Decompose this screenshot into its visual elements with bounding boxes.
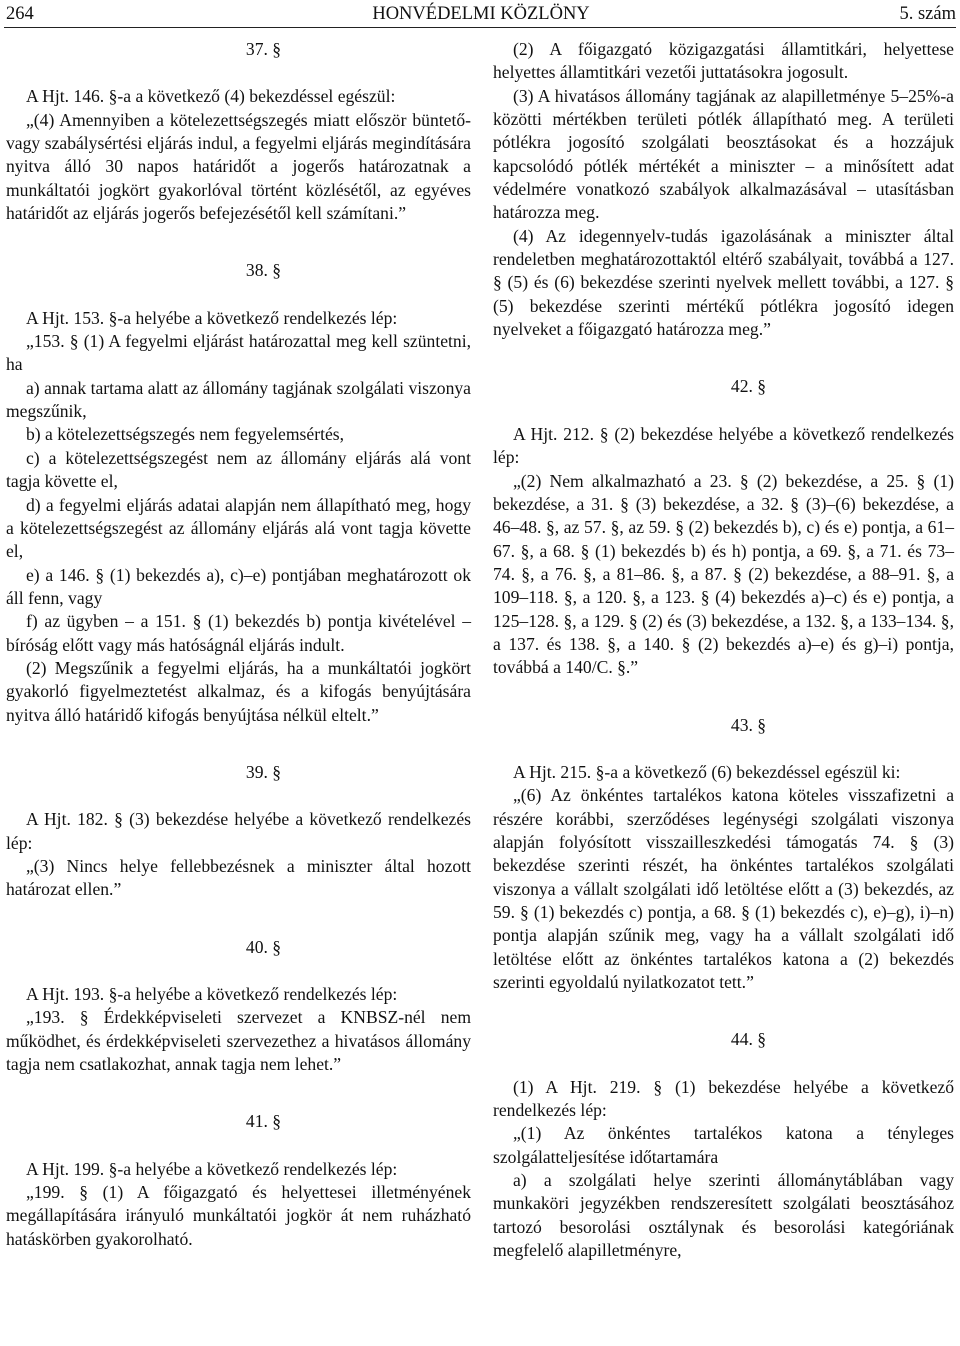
- paragraph: „153. § (1) A fegyelmi eljárást határozattal meg kell szüntetni, ha: [6, 331, 471, 375]
- paragraph: „(4) Amennyiben a kötelezettségszegés miatt először büntető- vagy szabálysértési eljárás indul, a fegyelmi eljárás megindítására nyitva álló 30 napos határidőt a jogerős határozatnak a munkáltatói jogkört gyakorlóval történt közlésétől, az egyéves határidőt az eljárás jogerős befejezésétől kell számítani.”: [6, 109, 471, 224]
- list-item: f) az ügyben – a 151. § (1) bekezdés b) pontja kivételével – bíróság előtt vagy más hatóságnál eljárás indult.: [6, 611, 471, 655]
- issue-number: 5. szám: [899, 4, 956, 24]
- paragraph: A Hjt. 199. §-a helyébe a következő rendelkezés lép:: [26, 1158, 398, 1179]
- section-heading: 43. §: [730, 714, 767, 735]
- paragraph: „(1) Az önkéntes tartalékos katona a tényleges szolgálatteljesítése időtartamára: [493, 1123, 954, 1167]
- paragraph: „199. § (1) A főigazgató és helyettesei illetményének megállapítására irányuló munkáltatói jogkör át nem ruházható hatáskörben gyakorolható.: [6, 1182, 471, 1249]
- section-heading: 40. §: [245, 936, 282, 957]
- list-item: a) a szolgálati helye szerinti állománytáblában vagy munkaköri jegyzékben rendszeresített szolgálati beosztásához tartozó besorolási osztálynak és besorolási kategóriának megfelelő alapilletményre,: [493, 1170, 954, 1261]
- header-divider: [4, 27, 956, 28]
- paragraph: A Hjt. 215. §-a a következő (6) bekezdéssel egészül ki:: [513, 761, 901, 782]
- list-item: c) a kötelezettségszegést nem az állomány eljárás alá vont tagja követte el,: [6, 447, 471, 492]
- section-heading: 44. §: [730, 1029, 767, 1050]
- journal-title: HONVÉDELMI KÖZLÖNY: [372, 4, 590, 24]
- paragraph: A Hjt. 193. §-a helyébe a következő rendelkezés lép:: [26, 984, 398, 1004]
- section-heading: 42. §: [730, 376, 767, 397]
- paragraph: (2) Megszűnik a fegyelmi eljárás, ha a munkáltatói jogkört gyakorló figyelmeztetést alkalmaz, és a kifogás benyújtására nyitva álló határidő kifogás benyújtása nélkül eltelt.”: [6, 657, 471, 725]
- paragraph: A Hjt. 153. §-a helyébe a következő rendelkezés lép:: [26, 307, 398, 328]
- paragraph: (2) A főigazgató közigazgatási államtitkári, helyettese helyettes államtitkári vezetői juttatásokra jogosult.: [493, 39, 954, 83]
- page-number: 264: [6, 4, 34, 24]
- paragraph: A Hjt. 212. § (2) bekezdése helyébe a következő rendelkezés lép:: [493, 423, 954, 468]
- paragraph: „193. § Érdekképviseleti szervezet a KNBSZ-nél nem működhet, és érdekképviseleti szervezethez a hivatásos állomány tagja nem csatlakozhat, annak tagja nem lehet.”: [6, 1007, 471, 1075]
- paragraph: „(6) Az önkéntes tartalékos katona köteles visszafizetni a részére korábbi, szerződéses legénységi szolgálati viszonya alapján folyósított visszailleszkedési támogatás 74. § (3) bekezdése szerinti részét, ha önkéntes tartalékos szolgálati viszonya a vállalt szolgálati idő letöltése előtt a (3) bekezdés, az 59. § (1) bekezdés c) pontja, a 68. § (1) bekezdés c), e)–g), i)–n) pontja alapján szűnik meg, vagy ha a vállalt szolgálati idő letöltése előtt az önkéntes tartalékos katona a (2) bekezdés szerinti egyoldalú nyilatkozatot tett.”: [493, 785, 954, 993]
- paragraph: „(3) Nincs helye fellebbezésnek a miniszter által hozott határozat ellen.”: [6, 855, 471, 900]
- section-heading: 41. §: [245, 1111, 282, 1132]
- list-item: e) a 146. § (1) bekezdés a), c)–e) pontjában meghatározott ok áll fenn, vagy: [6, 564, 471, 608]
- list-item: b) a kötelezettségszegés nem fegyelemsértés,: [26, 424, 345, 445]
- page-header: [6, 4, 956, 28]
- paragraph: (4) Az idegennyelv-tudás igazolásának a miniszter által rendeletben meghatározottaktól eltérő szabályait, továbbá a 127. § (5) és (6) bekezdése szerinti nyelvek mellett további, a 127. § (5) bekezdése szerinti mértékű pótlékra jogosító idegen nyelveket a főigazgató határozza meg.”: [493, 225, 954, 340]
- list-item: d) a fegyelmi eljárás adatai alapján nem állapítható meg, hogy a kötelezettségszegést az állomány eljárás alá vont tagja követte el,: [6, 494, 471, 562]
- paragraph: A Hjt. 146. §-a a következő (4) bekezdéssel egészül:: [26, 86, 396, 107]
- list-item: a) annak tartama alatt az állomány tagjának szolgálati viszonya megszűnik,: [6, 377, 471, 422]
- section-heading: 37. §: [245, 39, 282, 59]
- section-heading: 39. §: [245, 761, 282, 782]
- paragraph: A Hjt. 182. § (3) bekezdése helyébe a következő rendelkezés lép:: [6, 809, 471, 853]
- left-column: [6, 38, 471, 1251]
- section-heading: 38. §: [245, 260, 282, 281]
- paragraph: (3) A hivatásos állomány tagjának az alapilletménye 5–25%-a közötti mértékben területi pótlék állapítható meg. A területi pótlékra jogosító szolgálati beosztásokat és a hozzájuk kapcsolódó pótlék mértékét a miniszter – a minősített adat védelmére vonatkozó szabályok alkalmazásával – utasításban határozza meg.: [493, 85, 954, 223]
- right-column: [493, 38, 954, 1262]
- paragraph: „(2) Nem alkalmazható a 23. § (2) bekezdése, a 25. § (1) bekezdése, a 31. § (3) bekezdése, a 32. § (3)–(6) bekezdése, a 46–48. §, az 57. §, az 59. § (2) bekezdés b), c) és e) pontja, a 61–67. §, a 68. § (1) bekezdés b) és h) pontja, a 69. §, a 71. és 73–74. §, a 76. §, a 81–86. §, a 87. § (2) bekezdése, a 88–91. §, a 109–118. §, a 120. §, a 123. § (4) bekezdés a)–c) és e) pontja, a 125–128. §, a 129. § (2) és (3) bekezdése, a 132. §, a 133–134. §, a 137. és 138. §, a 140. § (2) bekezdés a)–e) és g)–i) pontja, továbbá a 140/C. §.”: [493, 470, 954, 678]
- paragraph: (1) A Hjt. 219. § (1) bekezdése helyébe a következő rendelkezés lép:: [493, 1076, 954, 1121]
